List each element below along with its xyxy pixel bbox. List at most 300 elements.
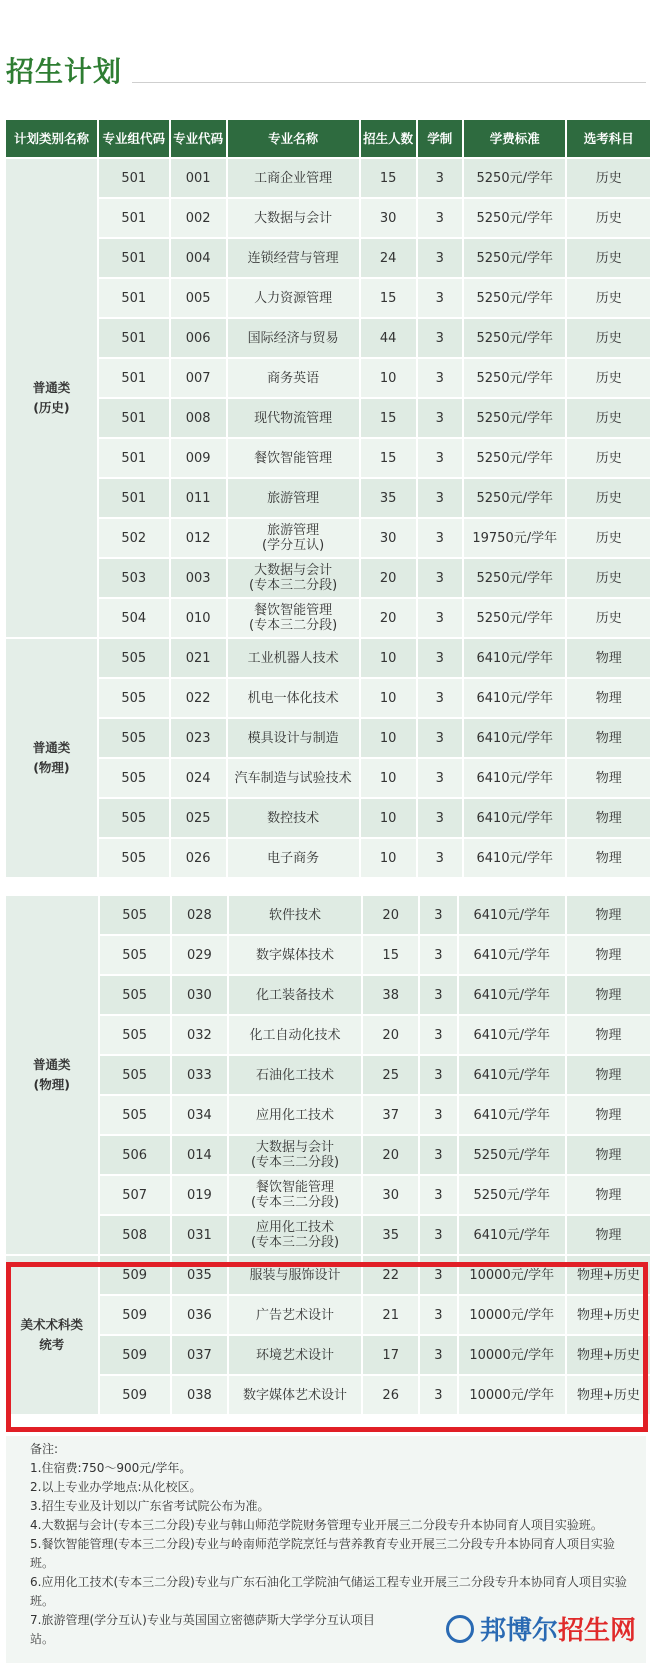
enrollment-table-1 — [4, 118, 652, 879]
duration-cell: 3 — [420, 976, 456, 1014]
table-row — [6, 439, 650, 477]
major-name-cell — [228, 359, 359, 397]
count-cell: 21 — [363, 1296, 418, 1334]
fee-cell: 6410元/学年 — [459, 896, 565, 934]
category-sublabel: (历史) — [33, 400, 70, 415]
major-name: 商务英语 — [267, 370, 320, 386]
group-code-cell: 508 — [100, 1216, 170, 1254]
duration-cell: 3 — [418, 399, 462, 437]
major-code-cell: 035 — [172, 1256, 227, 1294]
major-code-cell: 002 — [171, 199, 226, 237]
group-code-cell: 505 — [100, 1056, 170, 1094]
group-code-cell: 501 — [99, 279, 169, 317]
count-cell: 30 — [361, 519, 416, 557]
category-sublabel: (物理) — [33, 1077, 70, 1092]
group-code-cell: 501 — [99, 479, 169, 517]
major-name: 餐饮智能管理 — [254, 450, 333, 466]
count-cell: 44 — [361, 319, 416, 357]
subject-cell: 物理 — [567, 896, 650, 934]
group-code-cell: 501 — [99, 239, 169, 277]
fee-cell: 6410元/学年 — [459, 936, 565, 974]
category-label: 普通类 — [32, 740, 71, 755]
duration-cell: 3 — [420, 1256, 456, 1294]
table-row — [6, 1376, 650, 1414]
duration-cell: 3 — [420, 1376, 456, 1414]
fee-cell: 5250元/学年 — [464, 159, 565, 197]
major-name-cell — [228, 319, 359, 357]
major-name: 模具设计与制造 — [247, 730, 339, 746]
group-code-cell: 509 — [100, 1296, 170, 1334]
subject-cell: 物理 — [567, 1096, 650, 1134]
table-row — [6, 479, 650, 517]
major-code-cell: 037 — [172, 1336, 227, 1374]
subject-cell: 历史 — [567, 359, 650, 397]
major-name: 餐饮智能管理 — [256, 1180, 335, 1195]
major-name-note: (专本三二分段) — [249, 578, 338, 593]
group-code-cell: 501 — [99, 319, 169, 357]
enrollment-table-2 — [4, 894, 652, 1416]
subject-cell: 历史 — [567, 559, 650, 597]
watermark-text: 招生网 — [557, 1616, 636, 1646]
major-name: 服装与服饰设计 — [249, 1267, 341, 1283]
fee-cell: 10000元/学年 — [459, 1296, 565, 1334]
count-cell: 15 — [361, 279, 416, 317]
group-code-cell: 505 — [100, 936, 170, 974]
major-name: 现代物流管理 — [254, 410, 333, 426]
fee-cell: 5250元/学年 — [464, 239, 565, 277]
note-line: 站。 — [30, 1632, 55, 1646]
table-row — [6, 639, 650, 677]
note-line: 5.餐饮智能管理(专本三二分段)专业与岭南师范学院烹饪与营养教育专业开展三二分段专升本协同育人项目实验班。 — [30, 1537, 615, 1570]
major-name-note: (学分互认) — [262, 538, 325, 553]
group-code-cell: 505 — [99, 679, 169, 717]
count-cell: 35 — [361, 479, 416, 517]
table-row — [6, 1056, 650, 1094]
duration-cell: 3 — [418, 359, 462, 397]
duration-cell: 3 — [418, 599, 462, 637]
fee-cell: 6410元/学年 — [459, 1056, 565, 1094]
duration-cell: 3 — [420, 1016, 456, 1054]
count-cell: 10 — [361, 679, 416, 717]
major-name-cell — [229, 1176, 361, 1214]
major-name: 餐饮智能管理 — [254, 603, 333, 618]
group-code-cell: 501 — [99, 359, 169, 397]
category-cell — [6, 1256, 98, 1414]
major-name: 国际经济与贸易 — [247, 330, 339, 346]
subject-cell: 物理 — [567, 1016, 650, 1054]
major-code-cell: 010 — [171, 599, 226, 637]
group-code-cell: 502 — [99, 519, 169, 557]
major-name: 应用化工技术 — [256, 1220, 335, 1235]
count-cell: 22 — [363, 1256, 418, 1294]
category-sublabel: (物理) — [33, 760, 70, 775]
table-row — [6, 399, 650, 437]
major-name: 旅游管理 — [267, 490, 320, 506]
fee-cell: 5250元/学年 — [459, 1136, 565, 1174]
subject-cell: 物理 — [567, 759, 650, 797]
count-cell: 20 — [361, 599, 416, 637]
major-code-cell: 022 — [171, 679, 226, 717]
major-code-cell: 004 — [171, 239, 226, 277]
header-cell: 学制 — [418, 120, 462, 157]
table-row — [6, 839, 650, 877]
major-code-cell: 008 — [171, 399, 226, 437]
duration-cell: 3 — [418, 159, 462, 197]
major-name-cell — [229, 1336, 361, 1374]
fee-cell: 19750元/学年 — [464, 519, 565, 557]
fee-cell: 6410元/学年 — [464, 799, 565, 837]
count-cell: 15 — [361, 399, 416, 437]
duration-cell: 3 — [418, 559, 462, 597]
table-row — [6, 159, 650, 197]
subject-cell: 物理 — [567, 976, 650, 1014]
major-code-cell: 023 — [171, 719, 226, 757]
count-cell: 20 — [361, 559, 416, 597]
fee-cell: 6410元/学年 — [459, 1016, 565, 1054]
fee-cell: 5250元/学年 — [464, 599, 565, 637]
note-line: 4.大数据与会计(专本三二分段)专业与韩山师范学院财务管理专业开展三二分段专升本协同育人项目实验班。 — [30, 1518, 603, 1532]
fee-cell: 6410元/学年 — [459, 1216, 565, 1254]
group-code-cell: 509 — [100, 1376, 170, 1414]
major-name: 人力资源管理 — [254, 290, 333, 306]
note-line: 7.旅游管理(学分互认)专业与英国国立密德萨斯大学学分互认项目 — [30, 1613, 375, 1627]
duration-cell: 3 — [418, 759, 462, 797]
fee-cell: 5250元/学年 — [464, 359, 565, 397]
count-cell: 37 — [363, 1096, 418, 1134]
major-name-cell — [228, 439, 359, 477]
major-name-cell — [229, 1296, 361, 1334]
count-cell: 24 — [361, 239, 416, 277]
major-name: 工业机器人技术 — [247, 650, 339, 666]
table-row — [6, 1296, 650, 1334]
major-code-cell: 009 — [171, 439, 226, 477]
table-row — [6, 599, 650, 637]
major-name-cell — [229, 1016, 361, 1054]
count-cell: 35 — [363, 1216, 418, 1254]
major-name-cell — [228, 759, 359, 797]
table-row — [6, 239, 650, 277]
duration-cell: 3 — [418, 439, 462, 477]
subject-cell: 历史 — [567, 279, 650, 317]
duration-cell: 3 — [420, 1336, 456, 1374]
count-cell: 20 — [363, 1016, 418, 1054]
major-code-cell: 033 — [172, 1056, 227, 1094]
count-cell: 30 — [363, 1176, 418, 1214]
note-line: 1.住宿费:750～900元/学年。 — [30, 1461, 192, 1475]
count-cell: 15 — [361, 439, 416, 477]
count-cell: 20 — [363, 896, 418, 934]
major-name-cell — [228, 239, 359, 277]
note-line: 2.以上专业办学地点:从化校区。 — [30, 1480, 202, 1494]
major-name: 软件技术 — [269, 907, 322, 923]
fee-cell: 5250元/学年 — [459, 1176, 565, 1214]
group-code-cell: 506 — [100, 1136, 170, 1174]
header-cell: 学费标准 — [464, 120, 565, 157]
table-row — [6, 759, 650, 797]
duration-cell: 3 — [420, 1176, 456, 1214]
subject-cell: 物理+历史 — [567, 1336, 650, 1374]
subject-cell: 历史 — [567, 479, 650, 517]
major-name-cell — [228, 199, 359, 237]
major-code-cell: 031 — [172, 1216, 227, 1254]
major-name: 大数据与会计 — [254, 210, 333, 226]
page-title: 招生计划 — [6, 55, 123, 88]
count-cell: 10 — [361, 359, 416, 397]
subject-cell: 物理 — [567, 839, 650, 877]
count-cell: 10 — [361, 799, 416, 837]
watermark-text: 邦博尔 — [479, 1616, 558, 1646]
major-name-cell — [229, 1216, 361, 1254]
fee-cell: 5250元/学年 — [464, 319, 565, 357]
major-name: 化工自动化技术 — [249, 1027, 341, 1043]
group-code-cell: 505 — [99, 839, 169, 877]
major-code-cell: 003 — [171, 559, 226, 597]
duration-cell: 3 — [418, 679, 462, 717]
header-cell: 招生人数 — [361, 120, 416, 157]
major-code-cell: 026 — [171, 839, 226, 877]
header-cell: 选考科目 — [567, 120, 650, 157]
category-cell — [6, 639, 97, 877]
table-row — [6, 679, 650, 717]
category-cell — [6, 896, 98, 1254]
major-name: 连锁经营与管理 — [247, 250, 339, 266]
duration-cell: 3 — [418, 479, 462, 517]
major-name-cell — [228, 719, 359, 757]
category-cell — [6, 159, 97, 637]
count-cell: 15 — [361, 159, 416, 197]
subject-cell: 历史 — [567, 319, 650, 357]
table-row — [6, 359, 650, 397]
major-name: 大数据与会计 — [254, 563, 333, 578]
subject-cell: 物理+历史 — [567, 1256, 650, 1294]
major-code-cell: 011 — [171, 479, 226, 517]
fee-cell: 5250元/学年 — [464, 199, 565, 237]
major-name: 大数据与会计 — [256, 1140, 335, 1155]
major-name-cell — [228, 799, 359, 837]
header-cell: 专业名称 — [228, 120, 359, 157]
header-row — [6, 120, 650, 157]
table-row — [6, 719, 650, 757]
duration-cell: 3 — [418, 639, 462, 677]
major-code-cell: 019 — [172, 1176, 227, 1214]
major-code-cell: 036 — [172, 1296, 227, 1334]
group-code-cell: 504 — [99, 599, 169, 637]
count-cell: 20 — [363, 1136, 418, 1174]
fee-cell: 10000元/学年 — [459, 1256, 565, 1294]
table-row — [6, 199, 650, 237]
major-name-cell — [228, 479, 359, 517]
table-row — [6, 936, 650, 974]
major-name-cell — [228, 519, 359, 557]
table-row — [6, 319, 650, 357]
major-name: 汽车制造与试验技术 — [234, 770, 352, 786]
subject-cell: 历史 — [567, 599, 650, 637]
fee-cell: 6410元/学年 — [464, 759, 565, 797]
major-name-cell — [228, 839, 359, 877]
duration-cell: 3 — [420, 896, 456, 934]
major-name: 石油化工技术 — [256, 1067, 335, 1083]
major-name-cell — [229, 1096, 361, 1134]
major-code-cell: 014 — [172, 1136, 227, 1174]
major-name: 环境艺术设计 — [256, 1347, 335, 1363]
duration-cell: 3 — [418, 519, 462, 557]
subject-cell: 物理+历史 — [567, 1376, 650, 1414]
major-name-cell — [228, 639, 359, 677]
major-name: 机电一体化技术 — [247, 690, 339, 706]
major-code-cell: 007 — [171, 359, 226, 397]
subject-cell: 历史 — [567, 439, 650, 477]
major-name-cell — [229, 1136, 361, 1174]
major-name: 广告艺术设计 — [256, 1307, 335, 1323]
table-row — [6, 1136, 650, 1174]
category-label: 普通类 — [33, 1057, 71, 1072]
group-code-cell: 505 — [99, 719, 169, 757]
table-row — [6, 1216, 650, 1254]
major-name: 数控技术 — [267, 810, 320, 826]
fee-cell: 10000元/学年 — [459, 1376, 565, 1414]
subject-cell: 物理 — [567, 1216, 650, 1254]
count-cell: 15 — [363, 936, 418, 974]
group-code-cell: 509 — [100, 1336, 170, 1374]
duration-cell: 3 — [418, 799, 462, 837]
subject-cell: 历史 — [567, 199, 650, 237]
major-name-cell — [229, 896, 361, 934]
major-name-cell — [228, 599, 359, 637]
major-code-cell: 021 — [171, 639, 226, 677]
duration-cell: 3 — [420, 1216, 456, 1254]
subject-cell: 物理 — [567, 799, 650, 837]
fee-cell: 6410元/学年 — [464, 639, 565, 677]
major-name: 应用化工技术 — [256, 1107, 335, 1123]
table-row — [6, 976, 650, 1014]
major-name-cell — [228, 559, 359, 597]
group-code-cell: 505 — [100, 976, 170, 1014]
note-line: 备注: — [30, 1442, 59, 1456]
major-code-cell: 030 — [172, 976, 227, 1014]
major-name: 电子商务 — [267, 850, 320, 866]
count-cell: 10 — [361, 639, 416, 677]
note-line: 3.招生专业及计划以广东省考试院公布为准。 — [30, 1499, 270, 1513]
group-code-cell: 501 — [99, 159, 169, 197]
subject-cell: 物理 — [567, 936, 650, 974]
fee-cell: 6410元/学年 — [464, 719, 565, 757]
subject-cell: 物理 — [567, 1056, 650, 1094]
table-row — [6, 279, 650, 317]
group-code-cell: 501 — [99, 199, 169, 237]
table-row — [6, 1016, 650, 1054]
group-code-cell: 503 — [99, 559, 169, 597]
fee-cell: 6410元/学年 — [464, 679, 565, 717]
major-code-cell: 034 — [172, 1096, 227, 1134]
major-code-cell: 006 — [171, 319, 226, 357]
count-cell: 10 — [361, 759, 416, 797]
table-row — [6, 1336, 650, 1374]
major-name-note: (专本三二分段) — [249, 618, 338, 633]
major-name-cell — [228, 279, 359, 317]
group-code-cell: 501 — [99, 399, 169, 437]
subject-cell: 物理 — [567, 1176, 650, 1214]
count-cell: 10 — [361, 839, 416, 877]
subject-cell: 历史 — [567, 399, 650, 437]
duration-cell: 3 — [420, 936, 456, 974]
category-sublabel: 统考 — [39, 1337, 65, 1352]
major-name-cell — [228, 679, 359, 717]
duration-cell: 3 — [420, 1056, 456, 1094]
fee-cell: 6410元/学年 — [459, 1096, 565, 1134]
subject-cell: 历史 — [567, 239, 650, 277]
major-name: 化工装备技术 — [256, 987, 335, 1003]
duration-cell: 3 — [418, 199, 462, 237]
group-code-cell: 505 — [99, 639, 169, 677]
major-code-cell: 032 — [172, 1016, 227, 1054]
count-cell: 38 — [363, 976, 418, 1014]
major-name: 旅游管理 — [267, 523, 320, 538]
count-cell: 10 — [361, 719, 416, 757]
title-divider — [132, 82, 646, 83]
major-name-cell — [229, 1376, 361, 1414]
major-code-cell: 038 — [172, 1376, 227, 1414]
table-row — [6, 799, 650, 837]
header-cell: 计划类别名称 — [6, 120, 97, 157]
fee-cell: 6410元/学年 — [459, 976, 565, 1014]
duration-cell: 3 — [418, 719, 462, 757]
major-name-cell — [229, 936, 361, 974]
major-name-cell — [229, 976, 361, 1014]
fee-cell: 5250元/学年 — [464, 279, 565, 317]
major-name: 数字媒体艺术设计 — [243, 1387, 348, 1403]
table-row — [6, 896, 650, 934]
duration-cell: 3 — [420, 1136, 456, 1174]
fee-cell: 5250元/学年 — [464, 479, 565, 517]
major-code-cell: 012 — [171, 519, 226, 557]
table-row — [6, 1256, 650, 1294]
subject-cell: 物理+历史 — [567, 1296, 650, 1334]
fee-cell: 10000元/学年 — [459, 1336, 565, 1374]
major-code-cell: 028 — [172, 896, 227, 934]
fee-cell: 5250元/学年 — [464, 559, 565, 597]
major-name-note: (专本三二分段) — [250, 1155, 340, 1170]
count-cell: 17 — [363, 1336, 418, 1374]
major-code-cell: 024 — [171, 759, 226, 797]
subject-cell: 历史 — [567, 159, 650, 197]
duration-cell: 3 — [418, 319, 462, 357]
duration-cell: 3 — [420, 1096, 456, 1134]
subject-cell: 物理 — [567, 679, 650, 717]
subject-cell: 历史 — [567, 519, 650, 557]
watermark-icon — [446, 1615, 474, 1643]
category-label: 美术术科类 — [20, 1317, 84, 1332]
group-code-cell: 505 — [100, 1016, 170, 1054]
group-code-cell: 505 — [100, 1096, 170, 1134]
major-name-cell — [228, 399, 359, 437]
subject-cell: 物理 — [567, 719, 650, 757]
table-row — [6, 559, 650, 597]
note-line: 6.应用化工技术(专本三二分段)专业与广东石油化工学院油气储运工程专业开展三二分段专升本协同育人项目实验班。 — [30, 1575, 627, 1608]
count-cell: 25 — [363, 1056, 418, 1094]
major-name-note: (专本三二分段) — [250, 1235, 340, 1250]
major-name-note: (专本三二分段) — [250, 1195, 340, 1210]
major-code-cell: 001 — [171, 159, 226, 197]
major-code-cell: 005 — [171, 279, 226, 317]
table-row — [6, 1096, 650, 1134]
group-code-cell: 501 — [99, 439, 169, 477]
duration-cell: 3 — [418, 279, 462, 317]
major-name-cell — [229, 1256, 361, 1294]
duration-cell: 3 — [418, 239, 462, 277]
major-name-cell — [229, 1056, 361, 1094]
count-cell: 30 — [361, 199, 416, 237]
duration-cell: 3 — [420, 1296, 456, 1334]
